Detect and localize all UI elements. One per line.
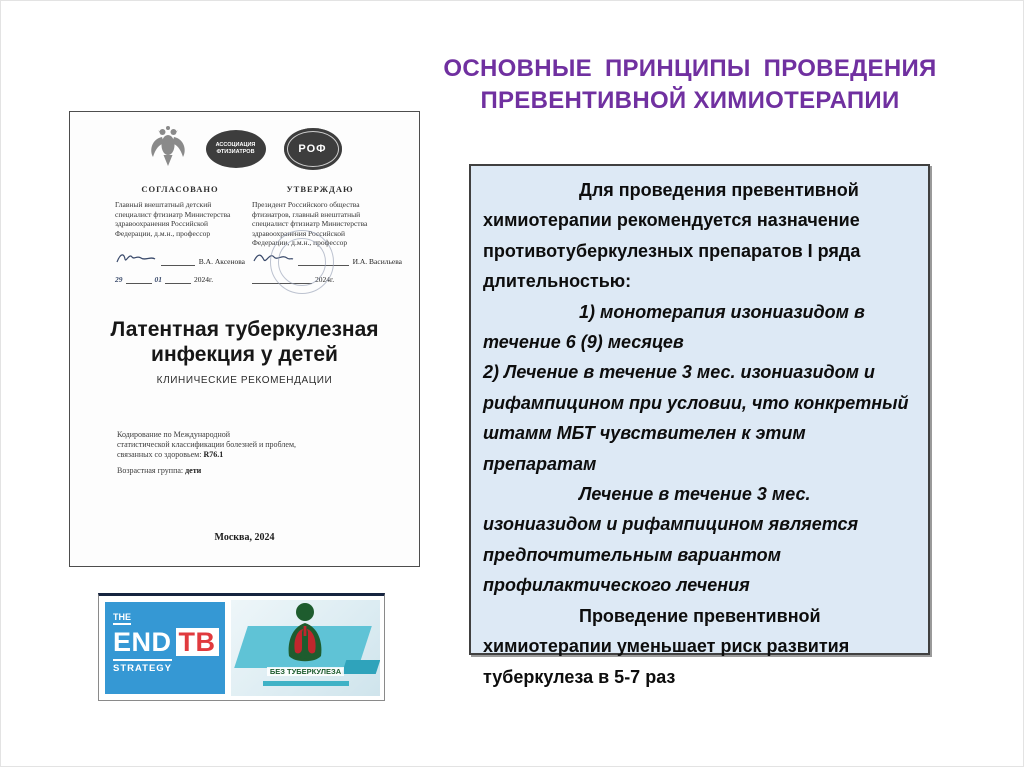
paragraph-option1: 1) монотерапия изониазидом в течение 6 (9) месяцев [483,301,865,353]
right-signature-block [252,244,402,304]
page-title [429,53,951,117]
endtb-tb-label: TB [176,628,219,656]
clinical-recommendations-cover [69,111,420,567]
right-signature-name: И.А. Васильева [352,257,402,266]
paragraph-conclusion: Проведение превентивной химиотерапии уменьшает риск развития туберкулеза в 5-7 раз [483,605,850,687]
life-label: ЖИЗНЬ [293,655,318,661]
city-year: Москва, 2024 [214,532,275,543]
paragraph-intro: Для проведения превентивной химиотерапии рекомендуется назначение противотуберкулезных препаратов I ряда длительностью: [483,180,861,292]
coding-line1: Кодирование по Международной [117,430,231,439]
caption-bar [263,681,349,686]
paragraph-preferred: Лечение в течение 3 мес. изониазидом и рифампицином является предпочтительным вариантом профилактического лечения [483,484,859,596]
age-group-label: Возрастная группа: [117,466,186,475]
left-date-line [115,274,245,284]
date-line [126,274,152,284]
left-signature-name: В.А. Аксенова [198,257,245,266]
without-tb-label: БЕЗ ТУБЕРКУЛЕЗА [267,667,344,676]
rof-logo [284,128,342,170]
left-official-title: Главный внештатный детский специалист фтизиатр Министерства здравоохранения Российской Федерации, д.м.н., профессор [115,200,231,238]
rof-logo-text: РОФ [298,142,327,155]
page-title-line1: ОСНОВНЫЕ ПРИНЦИПЫ ПРОВЕДЕНИЯ [443,55,937,82]
agreed-label: СОГЛАСОВАНО [141,184,219,194]
life-without-tb-caption [231,655,380,686]
page-title-line2: ПРЕВЕНТИВНОЙ ХИМИОТЕРАПИИ [480,87,900,114]
approved-label: УТВЕРЖДАЮ [286,184,354,194]
phthisiatricians-association-logo [206,130,266,168]
document-title-line1: Латентная туберкулезная [110,318,379,341]
left-signature-block [115,244,245,304]
round-stamp-icon [270,230,334,294]
coat-of-arms-icon [148,124,188,173]
document-title [70,317,419,367]
coding-line3: связанных со здоровьем: [117,450,204,459]
date-line [165,274,191,284]
left-date-year: 2024г. [194,275,214,284]
life-without-tb-logo [231,600,380,696]
icd-coding-block [117,430,352,460]
content-textbox [469,164,930,687]
icd-code: R76.1 [203,450,224,459]
endtb-end-label: END [113,627,172,657]
endtb-main-label [113,627,217,657]
end-tb-strategy-logo [105,602,225,694]
end-tb-banner [98,593,385,701]
document-subtitle: КЛИНИЧЕСКИЕ РЕКОМЕНДАЦИИ [156,375,333,386]
right-official-title: Президент Российского общества фтизиатров, главный внештатный специалист фтизиатр Министерства здравоохранения Российской Федерации, д.м.н., профессор [252,200,368,247]
coding-line2: статистической классификации болезней и проблем, [117,440,297,449]
signature-icon [115,250,157,266]
paragraph-option2: 2) Лечение в течение 3 мес. изониазидом и рифампицином при условии, что конкретный штамм МБТ чувствителен к этим препаратам [483,362,909,474]
age-group-value: дети [185,466,202,475]
left-date-month: 01 [154,275,162,284]
association-logo-text: АССОЦИАЦИЯ ФТИЗИАТРОВ [215,142,256,155]
endtb-strategy-label: STRATEGY [113,659,172,674]
endtb-the-label: THE [113,612,131,625]
cover-logos [70,124,419,173]
document-title-line2: инфекция у детей [151,343,338,366]
age-group-line [117,466,201,475]
right-date-year: 2024г. [315,275,335,284]
signature-line [161,254,195,266]
left-date-day: 29 [115,275,123,284]
